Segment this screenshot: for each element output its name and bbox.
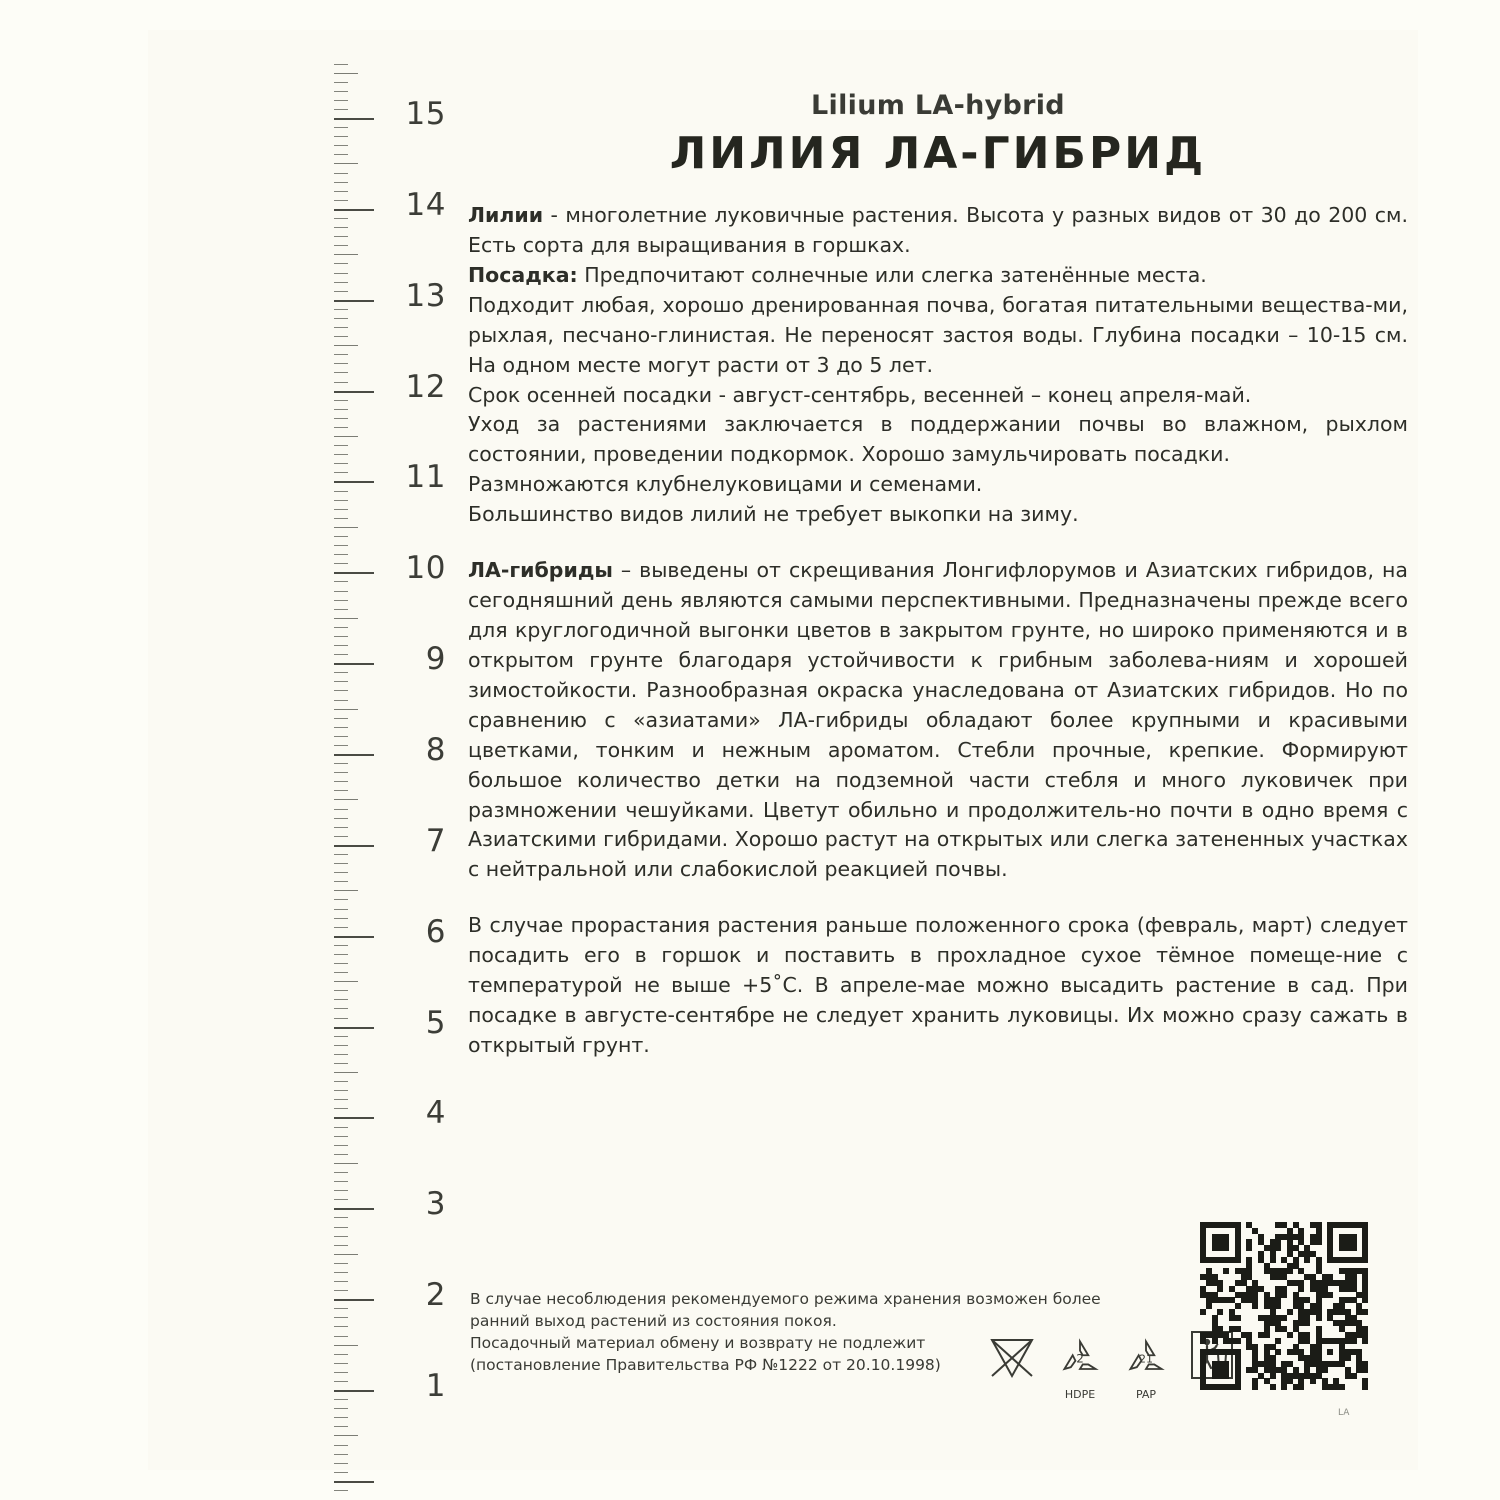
ruler-tick (334, 1072, 358, 1073)
ruler-tick (334, 618, 358, 619)
ruler-number: 14 (405, 186, 446, 223)
paragraph-text: В случае прорастания растения раньше положенного срока (февраль, март) следует посадить его в горшок и поставить в прохладное сухое тёмное помеще-ние с температурой не выше +5˚С. В апреле-мае можно высадить растение в сад. При посадке в августе-сентябре не следует хранить луковицы. Их можно сразу сажать в открытый грунт. (468, 913, 1408, 1057)
qr-module (1270, 1373, 1276, 1379)
ruler-tick (334, 1127, 348, 1128)
ruler-tick (334, 636, 348, 637)
qr-module (1287, 1332, 1293, 1338)
ruler-tick (334, 627, 348, 628)
qr-module (1327, 1349, 1333, 1355)
ruler-tick (334, 536, 348, 537)
qr-module (1304, 1257, 1310, 1263)
qr-module (1217, 1309, 1223, 1315)
ruler-number: 2 (425, 1277, 446, 1314)
ruler-tick (334, 372, 348, 373)
ruler-tick (334, 1445, 348, 1446)
ruler-tick (334, 927, 348, 928)
ruler-tick (334, 173, 348, 174)
latin-name: Lilium LA-hybrid (811, 90, 1065, 121)
qr-module (1362, 1309, 1368, 1315)
ruler-tick (334, 1463, 348, 1464)
ruler-tick (334, 909, 348, 910)
ruler-tick (334, 809, 348, 810)
ruler-tick (334, 163, 358, 164)
ruler-tick (334, 1217, 348, 1218)
ruler-tick (334, 1245, 348, 1246)
ruler-tick (334, 1399, 348, 1400)
ruler-tick (334, 200, 348, 201)
ruler-tick (334, 1408, 348, 1409)
ruler-number: 3 (425, 1186, 446, 1223)
ruler-tick (334, 100, 348, 101)
description-block-3 (468, 911, 1408, 1061)
paragraph-text: - многолетние луковичные растения. Высота у разных видов от 30 до 200 см. Есть сорта для выращивания в горшках. (468, 203, 1408, 257)
ruler-tick (334, 236, 348, 237)
ruler-tick (334, 445, 348, 446)
ruler-tick (334, 436, 358, 437)
ruler-tick (334, 745, 348, 746)
ruler-tick (334, 109, 348, 110)
ruler-tick (334, 1054, 348, 1055)
ruler-tick (334, 73, 358, 74)
ruler-tick (334, 245, 348, 246)
ruler-tick (334, 1308, 348, 1309)
paragraph (468, 261, 1408, 291)
ruler-tick (334, 509, 348, 510)
qr-code[interactable] (1200, 1222, 1368, 1390)
qr-module (1252, 1303, 1258, 1309)
qr-module (1351, 1338, 1357, 1344)
ruler-tick (334, 818, 348, 819)
ruler-number: 12 (405, 368, 446, 405)
ruler-tick (334, 1299, 374, 1301)
paragraph (468, 470, 1408, 500)
ruler-tick (334, 418, 348, 419)
ruler-tick (334, 990, 348, 991)
ruler-tick (334, 645, 348, 646)
ruler-tick (334, 1163, 358, 1164)
ruler-tick (334, 1336, 348, 1337)
ruler-tick (334, 1208, 374, 1210)
ruler-number: 10 (405, 550, 446, 587)
ruler-tick (334, 82, 348, 83)
ruler-tick (334, 273, 348, 274)
ruler-number: 11 (405, 459, 446, 496)
ruler-tick (334, 999, 348, 1000)
ruler-tick (334, 681, 348, 682)
ruler-tick (334, 336, 348, 337)
ruler-tick (334, 736, 348, 737)
ruler-tick (334, 954, 348, 955)
ruler-tick (334, 309, 348, 310)
ruler-tick (334, 1317, 348, 1318)
qr-caption: LA (1338, 1408, 1350, 1418)
ruler-tick (334, 1417, 348, 1418)
ruler-tick (334, 1272, 348, 1273)
qr-module (1275, 1245, 1281, 1251)
ruler-tick (334, 1363, 348, 1364)
paragraph (468, 500, 1408, 530)
ruler-tick (334, 581, 348, 582)
qr-module (1287, 1268, 1293, 1274)
ruler-tick (334, 672, 348, 673)
qr-module (1223, 1245, 1229, 1251)
ruler-tick (334, 1481, 374, 1483)
ruler-tick (334, 1281, 348, 1282)
qr-module (1316, 1315, 1322, 1321)
ruler-ticks (334, 90, 374, 1480)
ruler-tick (334, 563, 348, 564)
ruler-tick (334, 182, 348, 183)
qr-module (1345, 1355, 1351, 1361)
ruler-tick (334, 1236, 348, 1237)
qr-module (1212, 1338, 1218, 1344)
ruler-tick (334, 591, 348, 592)
ruler-tick (334, 827, 348, 828)
ruler-tick (334, 1099, 348, 1100)
icon-caption: PAP (1135, 1388, 1157, 1401)
recycling-icon-row (988, 1330, 1234, 1401)
ruler-tick (334, 1181, 348, 1182)
legal-line: В случае несоблюдения рекомендуемого режима хранения возможен более (470, 1290, 1101, 1308)
qr-module (1275, 1349, 1281, 1355)
legal-line: Посадочный материал обмену и возврату не подлежит (470, 1334, 926, 1352)
qr-module (1270, 1384, 1276, 1390)
ruler-tick (334, 1045, 348, 1046)
ruler-tick (334, 1018, 348, 1019)
ruler-tick (334, 136, 348, 137)
ruler-tick (334, 854, 348, 855)
qr-module (1362, 1338, 1368, 1344)
ruler-tick (334, 863, 348, 864)
ruler-scale (316, 90, 446, 1480)
spacer (468, 885, 1408, 911)
paragraph-text: Уход за растениями заключается в поддержании почвы во влажном, рыхлом состоянии, проведении подкормок. Хорошо замульчировать посадки. (468, 412, 1408, 467)
qr-module (1362, 1257, 1368, 1263)
qr-module (1322, 1367, 1328, 1373)
ruler-tick (334, 1254, 358, 1255)
qr-module (1351, 1373, 1357, 1379)
ruler-tick (334, 409, 348, 410)
ruler-tick (334, 363, 348, 364)
qr-module (1235, 1303, 1241, 1309)
ruler-number: 13 (405, 277, 446, 314)
ruler-tick (334, 1472, 348, 1473)
ruler-tick (334, 1435, 358, 1436)
paragraph-text: Предпочитают солнечные или слегка затенённые места. (577, 262, 1207, 287)
qr-module (1310, 1378, 1316, 1384)
ruler-tick (334, 1390, 374, 1392)
ruler-tick (334, 527, 358, 528)
ruler-tick (334, 472, 348, 473)
ruler-tick (334, 890, 358, 891)
ruler-tick (334, 191, 348, 192)
qr-module (1304, 1320, 1310, 1326)
ruler-tick (334, 554, 348, 555)
paragraph-text: Большинство видов лилий не требует выкопки на зиму. (468, 502, 1079, 527)
ruler-tick (334, 1063, 348, 1064)
ruler-tick (334, 1381, 348, 1382)
ruler-tick (334, 936, 374, 938)
qr-module (1275, 1303, 1281, 1309)
packet-content (468, 90, 1408, 1061)
ruler-tick (334, 545, 348, 546)
ruler-tick (334, 400, 348, 401)
qr-module (1316, 1239, 1322, 1245)
qr-module (1217, 1286, 1223, 1292)
paragraph (468, 291, 1408, 381)
ruler-tick (334, 1172, 348, 1173)
ruler-tick (334, 491, 348, 492)
ruler-tick (334, 836, 348, 837)
svg-text:21: 21 (1139, 1352, 1153, 1366)
spacer (468, 530, 1408, 556)
recycle-pap-icon (1124, 1336, 1168, 1401)
legal-line: (постановление Правительства РФ №1222 от 20.10.1998) (470, 1356, 941, 1374)
ruler-tick (334, 318, 348, 319)
ruler-tick (334, 709, 358, 710)
ruler-tick (334, 772, 348, 773)
paragraph (468, 556, 1408, 885)
ruler-tick (334, 1190, 348, 1191)
ruler-tick (334, 1454, 348, 1455)
qr-module (1281, 1315, 1287, 1321)
ruler-tick (334, 945, 348, 946)
ruler-tick (334, 127, 348, 128)
paragraph (468, 201, 1408, 261)
ruler-tick (334, 300, 374, 302)
description-block-2 (468, 556, 1408, 885)
ruler-tick (334, 1227, 348, 1228)
ruler-tick (334, 1008, 348, 1009)
ruler-number: 9 (425, 641, 446, 678)
ruler-tick (334, 1345, 358, 1346)
qr-module (1200, 1338, 1206, 1344)
paragraph (468, 410, 1408, 470)
ruler-tick (334, 754, 374, 756)
qr-module (1206, 1303, 1212, 1309)
ruler-number: 4 (425, 1095, 446, 1132)
no-bleach-icon (988, 1332, 1036, 1384)
ruler-tick (334, 654, 348, 655)
ruler-tick (334, 463, 348, 464)
ruler-tick (334, 899, 348, 900)
paragraph (468, 911, 1408, 1061)
ruler-tick (334, 391, 374, 393)
page-title: ЛИЛИЯ ЛА-ГИБРИД (669, 128, 1207, 179)
ruler-tick (334, 1490, 348, 1491)
ruler-tick (334, 1136, 348, 1137)
ruler-tick (334, 1426, 348, 1427)
ruler-tick (334, 154, 348, 155)
qr-module (1223, 1268, 1229, 1274)
ruler-tick (334, 963, 348, 964)
paragraph-text: Подходит любая, хорошо дренированная почва, богатая питательными вещества-ми, рыхлая, песчано-глинистая. Не переносят застоя воды. Глубина посадки – 10-15 см. На одном месте могут расти от 3 до 5 лет. (468, 292, 1408, 377)
ruler-tick (334, 218, 348, 219)
ruler-tick (334, 663, 374, 665)
qr-module (1270, 1257, 1276, 1263)
paragraph-text: Размножаются клубнелуковицами и семенами. (468, 472, 983, 497)
ruler-tick (334, 518, 348, 519)
ruler-tick (334, 327, 348, 328)
ruler-tick (334, 500, 348, 501)
ruler-tick (334, 781, 348, 782)
ruler-tick (334, 1117, 374, 1119)
icon-caption: HDPE (1064, 1388, 1096, 1401)
paragraph-lead: ЛА-гибриды (468, 558, 613, 583)
ruler-tick (334, 345, 358, 346)
legal-line: ранний выход растений из состояния покоя. (470, 1312, 837, 1330)
qr-module (1275, 1338, 1281, 1344)
ruler-tick (334, 91, 348, 92)
qr-module (1281, 1292, 1287, 1298)
ruler-tick (334, 427, 348, 428)
description-block-1 (468, 201, 1408, 530)
ruler-tick (334, 481, 374, 483)
ruler-tick (334, 1081, 348, 1082)
ruler-tick (334, 209, 374, 211)
ruler-tick (334, 1326, 348, 1327)
paragraph-text: – выведены от скрещивания Лонгифлорумов и Азиатских гибридов, на сегодняшний день являются самыми перспективными. Предназначены прежде всего для круглогодичной выгонки цветов в закрытом грунте, но широко применяются и в открытом грунте благодаря устойчивости к грибным заболева-ниям и хорошей зимостойкости. Разнообразная окраска унаследована от Азиатских гибридов. Но по сравнению с «азиатами» ЛА-гибриды обладают более крупными и красивыми цветками, тонким и нежным ароматом. Стебли прочные, крепкие. Формируют большое количество детки на подземной части стебля и много луковичек при размножении чешуйками. Цветут обильно и продолжитель-но почти в одно время с Азиатскими гибридами. Хорошо растут на открытых или слегка затененных участках с нейтральной или слабокислой реакцией почвы. (468, 558, 1408, 882)
ruler-tick (334, 291, 348, 292)
ruler-tick (334, 981, 358, 982)
ruler-tick (334, 763, 348, 764)
qr-module (1252, 1384, 1258, 1390)
ruler-number: 8 (425, 732, 446, 768)
ruler-tick (334, 382, 348, 383)
ruler-tick (334, 1372, 348, 1373)
paragraph-text: Срок осенней посадки - август-сентябрь, весенней – конец апреля-май. (468, 382, 1252, 407)
paragraph (468, 381, 1408, 411)
qr-module (1223, 1373, 1229, 1379)
qr-module (1235, 1384, 1241, 1390)
paragraph-lead: Лилии (468, 203, 544, 227)
ruler-tick (334, 145, 348, 146)
ruler-tick (334, 845, 374, 847)
qr-module (1298, 1286, 1304, 1292)
ruler-number: 1 (425, 1368, 446, 1404)
qr-module (1327, 1292, 1333, 1298)
seed-packet-paper (148, 30, 1418, 1470)
qr-module (1235, 1257, 1241, 1263)
ruler-tick (334, 972, 348, 973)
qr-module (1264, 1332, 1270, 1338)
ruler-tick (334, 799, 358, 800)
ruler-number: 5 (425, 1004, 446, 1041)
ruler-tick (334, 727, 348, 728)
ruler-tick (334, 254, 358, 255)
ruler-tick (334, 700, 348, 701)
ruler-tick (334, 1145, 348, 1146)
qr-module (1362, 1384, 1368, 1390)
ruler-tick (334, 1027, 374, 1029)
qr-module (1246, 1245, 1252, 1251)
ruler-tick (334, 600, 348, 601)
ruler-tick (334, 690, 348, 691)
qr-module (1339, 1384, 1345, 1390)
paragraph-lead: Посадка: (468, 262, 578, 287)
ruler-tick (334, 227, 348, 228)
svg-text:2: 2 (1076, 1351, 1084, 1366)
ruler-number: 15 (405, 96, 446, 132)
ruler-tick (334, 1036, 348, 1037)
qr-module (1235, 1338, 1241, 1344)
ruler-tick (334, 609, 348, 610)
ruler-tick (334, 918, 348, 919)
qr-module (1200, 1309, 1206, 1315)
qr-module (1298, 1384, 1304, 1390)
ruler-tick (334, 1354, 348, 1355)
ruler-tick (334, 718, 348, 719)
ruler-tick (334, 1090, 348, 1091)
ruler-tick (334, 881, 348, 882)
ruler-tick (334, 263, 348, 264)
ruler-number: 7 (425, 822, 446, 859)
ruler-tick (334, 1263, 348, 1264)
qr-module (1287, 1309, 1293, 1315)
qr-module (1235, 1315, 1241, 1321)
ruler-tick (334, 572, 374, 574)
qr-module (1362, 1367, 1368, 1373)
qr-module (1351, 1245, 1357, 1251)
ruler-number: 6 (425, 913, 446, 950)
ruler-tick (334, 872, 348, 873)
ruler-tick (334, 1108, 348, 1109)
ruler-tick (334, 1154, 348, 1155)
qr-module (1281, 1384, 1287, 1390)
ruler-tick (334, 354, 348, 355)
ruler-tick (334, 454, 348, 455)
ruler-tick (334, 1290, 348, 1291)
ruler-tick (334, 282, 348, 283)
ruler-tick (334, 64, 348, 65)
ruler-tick (334, 118, 374, 120)
ruler-tick (334, 790, 348, 791)
ruler-tick (334, 1199, 348, 1200)
recycle-hdpe-icon (1058, 1336, 1102, 1401)
qr-module (1362, 1297, 1368, 1303)
